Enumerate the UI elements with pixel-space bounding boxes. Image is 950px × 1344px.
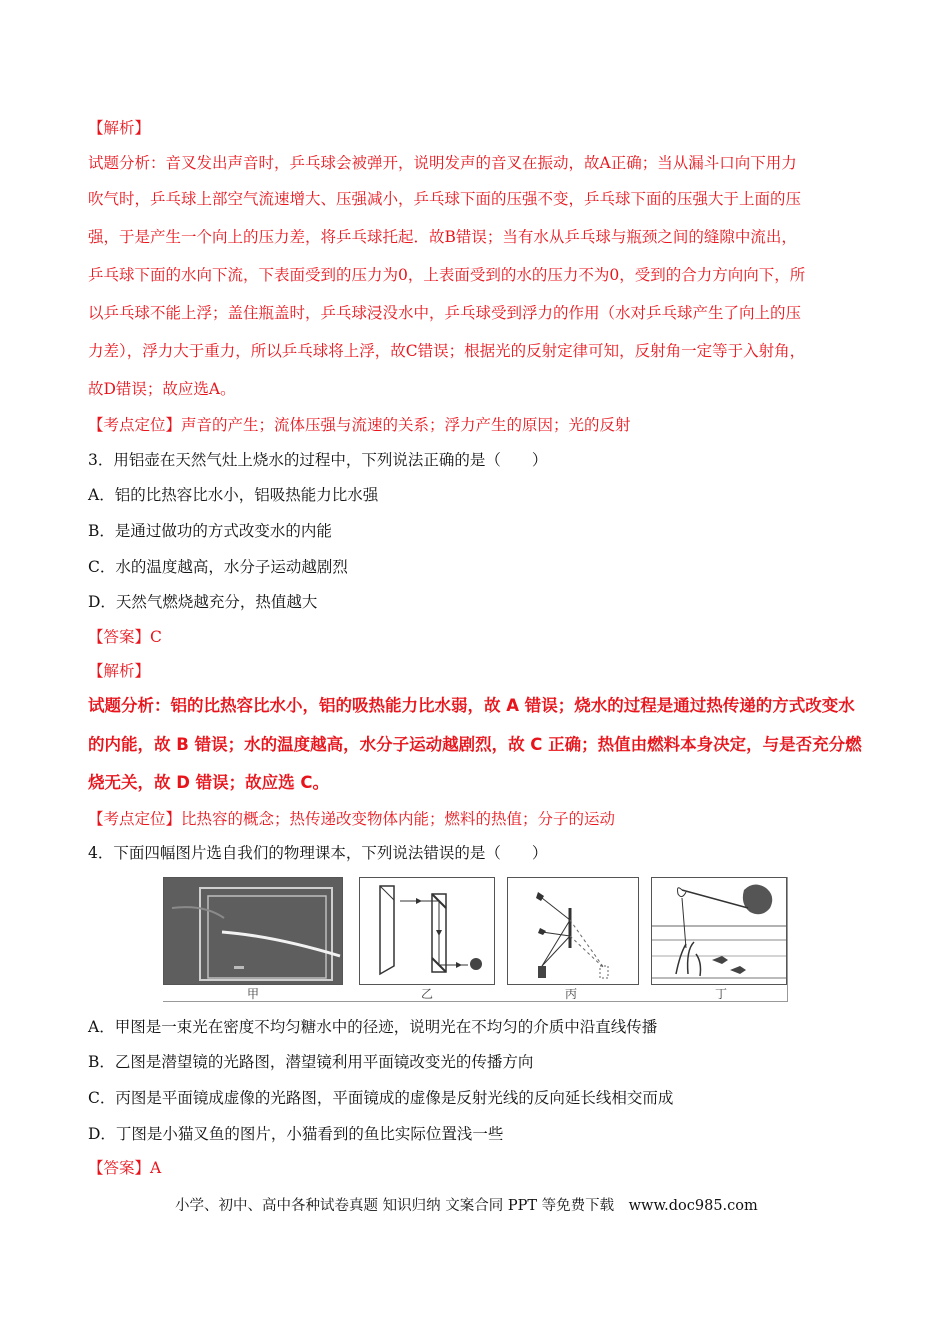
analysis-line: 故D错误；故应选A。 — [88, 380, 236, 398]
kaodian-row — [88, 418, 631, 434]
question-4-stem: 4．下面四幅图片选自我们的物理课本，下列说法错误的是（ ） — [88, 844, 548, 862]
figure-caption: 丙 — [565, 987, 578, 1001]
kaodian-text: 声音的产生；流体压强与流速的关系；浮力产生的原因；光的反射 — [181, 416, 631, 434]
analysis-line: 强，于是产生一个向上的压力差，将乒乓球托起．故B错误；当有水从乒乓球与瓶颈之间的缝隙中流出， — [88, 228, 797, 246]
option-d: D．丁图是小猫叉鱼的图片，小猫看到的鱼比实际位置浅一些 — [88, 1125, 504, 1143]
analysis-tag: 【解析】 — [88, 662, 151, 680]
kaodian-row — [88, 812, 615, 828]
figure-caption: 丁 — [715, 987, 728, 1001]
kaodian-text: 比热容的概念；热传递改变物体内能；燃料的热值；分子的运动 — [181, 810, 616, 828]
analysis-line: 以乒乓球不能上浮；盖住瓶盖时，乒乓球浸没水中，乒乓球受到浮力的作用（水对乒乓球产生了向上的压 — [88, 304, 802, 322]
option-a: A．铝的比热容比水小，铝吸热能力比水强 — [88, 486, 379, 504]
option-d: D．天然气燃烧越充分，热值越大 — [88, 593, 318, 611]
analysis-tag: 【解析】 — [88, 119, 151, 137]
analysis-line: 试题分析：音叉发出声音时，乒乓球会被弹开，说明发声的音叉在振动，故A正确；当从漏斗口向下用力 — [88, 154, 797, 172]
answer-row — [88, 1161, 161, 1177]
page-footer: 小学、初中、高中各种试卷真题 知识归纳 文案合同 PPT 等免费下载 www.doc985.com — [175, 1198, 758, 1214]
option-c: C．水的温度越高，水分子运动越剧烈 — [88, 558, 348, 576]
analysis-line: 吹气时，乒乓球上部空气流速增大、压强减小，乒乓球下面的压强不变，乒乓球下面的压强大于上面的压 — [88, 190, 802, 208]
figure-caption: 甲 — [247, 987, 260, 1001]
figure-yi-image — [359, 877, 495, 985]
analysis-line: 力差），浮力大于重力，所以乒乓球将上浮，故C错误；根据光的反射定律可知，反射角一定等于入射角， — [88, 342, 806, 360]
question-3-stem: 3．用铝壶在天然气灶上烧水的过程中，下列说法正确的是（ ） — [88, 451, 548, 469]
textbook-figures — [163, 877, 788, 1002]
analysis-line: 烧无关，故 D 错误；故应选 C。 — [88, 773, 330, 792]
figure-ding-image — [651, 877, 787, 985]
figure-bing-image — [507, 877, 639, 985]
analysis-line: 的内能，故 B 错误；水的温度越高，水分子运动越剧烈，故 C 正确；热值由燃料本身决定，与是否充分燃 — [88, 735, 862, 754]
figure-jia-image — [163, 877, 343, 985]
option-b: B．乙图是潜望镜的光路图，潜望镜利用平面镜改变光的传播方向 — [88, 1053, 534, 1071]
answer-tag: 【答案】 — [88, 628, 151, 646]
analysis-line: 试题分析：铝的比热容比水小，铝的吸热能力比水弱，故 A 错误；烧水的过程是通过热传递的方式改变水 — [88, 696, 855, 715]
option-a: A．甲图是一束光在密度不均匀糖水中的径迹，说明光在不均匀的介质中沿直线传播 — [88, 1018, 658, 1036]
answer-value: A — [150, 1159, 162, 1177]
kaodian-tag: 【考点定位】 — [88, 416, 182, 434]
option-b: B．是通过做功的方式改变水的内能 — [88, 522, 332, 540]
answer-value: C — [150, 628, 162, 646]
answer-row — [88, 630, 162, 646]
kaodian-tag: 【考点定位】 — [88, 810, 182, 828]
option-c: C．丙图是平面镜成虚像的光路图，平面镜成的虚像是反射光线的反向延长线相交而成 — [88, 1089, 674, 1107]
analysis-line: 乒乓球下面的水向下流，下表面受到的压力为0，上表面受到的水的压力不为0，受到的合力方向向下，所 — [88, 266, 806, 284]
figure-caption: 乙 — [421, 987, 434, 1001]
answer-tag: 【答案】 — [88, 1159, 151, 1177]
